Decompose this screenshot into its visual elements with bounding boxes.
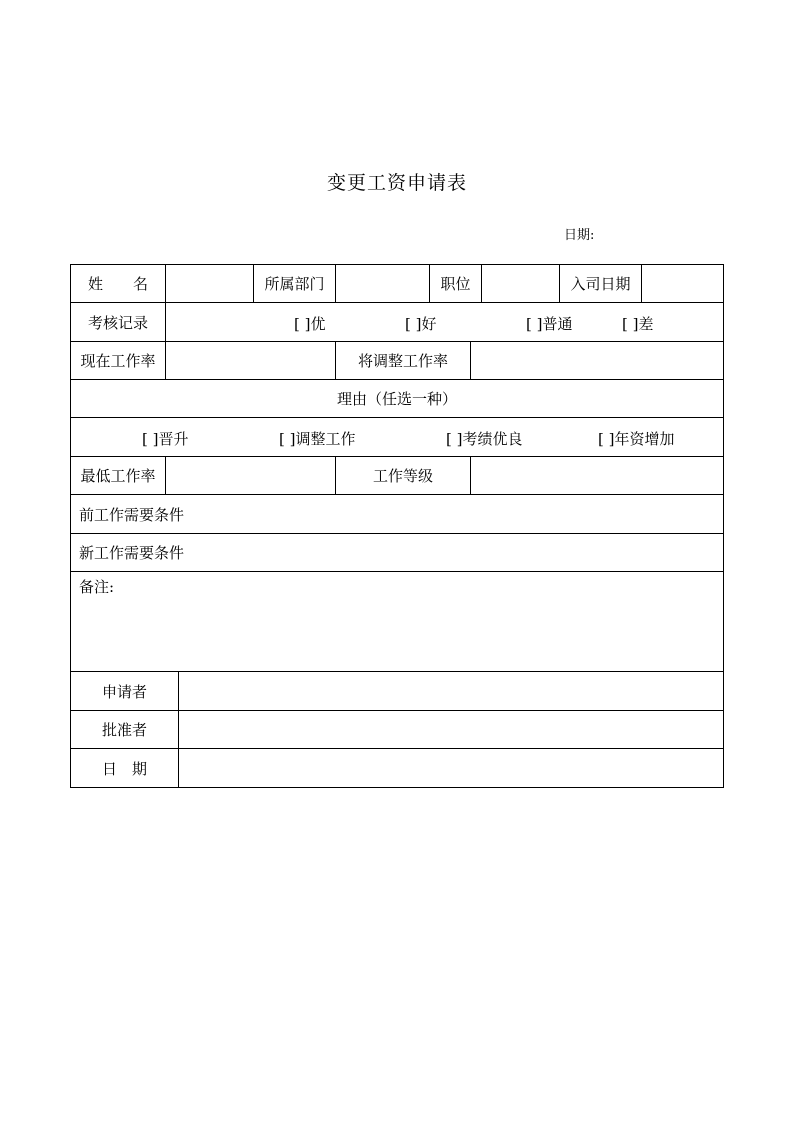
name-field[interactable] [166,265,253,302]
previous-job-requirements-label: 前工作需要条件 [79,505,185,524]
evaluation-option-good[interactable]: [ ]好 [405,315,437,333]
approver-label: 批准者 [101,721,147,739]
remarks-label: 备注: [79,578,115,596]
current-rate-label: 现在工作率 [80,352,156,370]
sign-date-label: 日 期 [101,759,147,778]
sign-date-field[interactable] [179,749,723,787]
date-label: 日期: [564,228,595,243]
reason-option-seniority[interactable]: [ ]年资增加 [598,430,675,448]
position-field[interactable] [482,265,559,302]
position-label: 职位 [440,275,471,293]
evaluation-option-poor[interactable]: [ ]差 [622,315,654,333]
row-divider [70,302,724,303]
new-job-requirements-label: 新工作需要条件 [79,544,185,562]
name-label: 姓 名 [87,275,148,293]
hire-date-label: 入司日期 [570,275,631,293]
job-grade-label: 工作等级 [372,467,433,485]
department-field[interactable] [336,265,429,302]
evaluation-option-excellent[interactable]: [ ]优 [294,315,326,333]
table-border-bottom [70,787,724,788]
reason-heading: 理由（任选一种） [336,390,457,408]
applicant-field[interactable] [179,672,723,710]
evaluation-option-average[interactable]: [ ]普通 [526,315,573,333]
current-rate-field[interactable] [166,342,335,379]
adjusted-rate-label: 将调整工作率 [357,352,448,370]
page-title: 变更工资申请表 [326,172,467,194]
adjusted-rate-field[interactable] [471,342,723,379]
applicant-label: 申请者 [101,682,147,701]
row-divider [70,417,724,418]
min-rate-label: 最低工作率 [80,467,156,485]
min-rate-field[interactable] [166,457,335,494]
reason-option-good-performance[interactable]: [ ]考绩优良 [446,430,523,448]
table-border-right [723,264,724,788]
hire-date-field[interactable] [642,265,723,302]
evaluation-record-label: 考核记录 [87,313,148,332]
department-label: 所属部门 [264,275,325,293]
reason-option-promotion[interactable]: [ ]晋升 [142,430,189,448]
job-grade-field[interactable] [471,457,723,494]
reason-option-job-adjustment[interactable]: [ ]调整工作 [279,430,356,448]
col-divider [165,302,166,342]
approver-field[interactable] [179,711,723,748]
